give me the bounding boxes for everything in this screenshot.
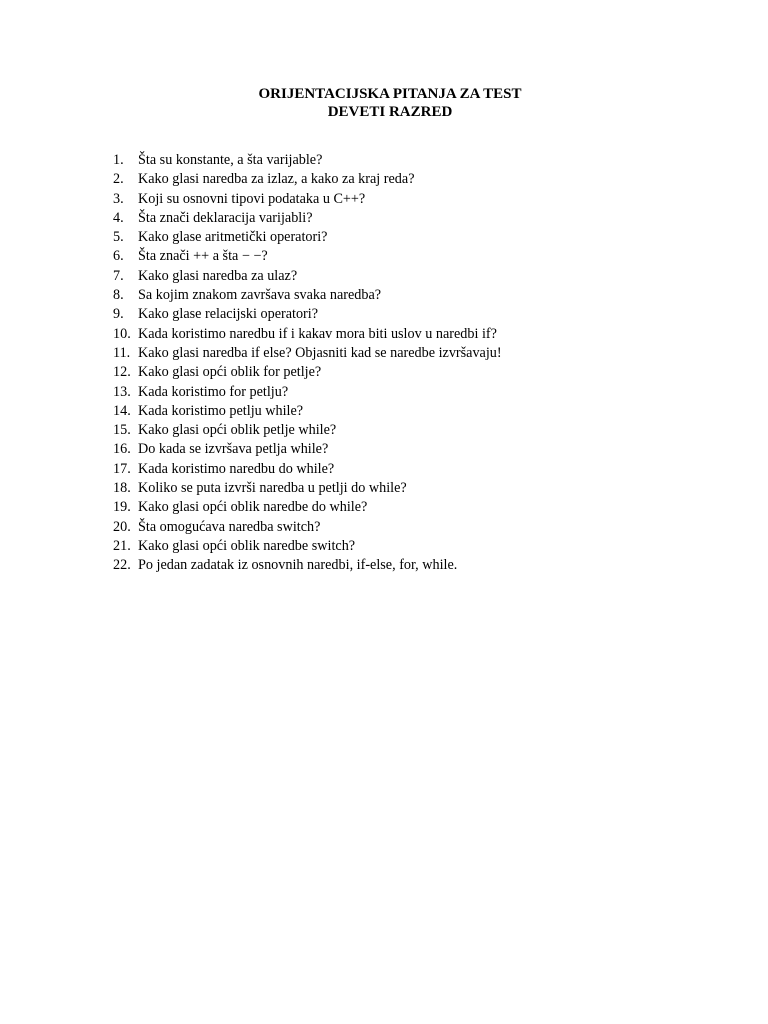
title-line-1: ORIJENTACIJSKA PITANJA ZA TEST [258,86,522,102]
question-number: 2. [113,171,124,188]
question-item [113,383,713,402]
question-item [113,344,713,363]
question-item [113,190,713,209]
question-item [113,228,713,247]
question-number: 18. [113,480,131,497]
question-text: Do kada se izvršava petlja while? [138,441,329,458]
question-item [113,286,713,305]
question-number: 10. [113,325,131,342]
question-number: 21. [113,537,131,554]
question-number: 6. [113,248,124,265]
question-text: Kako glasi naredba za ulaz? [138,267,298,284]
question-text: Sa kojim znakom završava svaka naredba? [138,287,382,304]
question-text: Kako glasi naredba if else? Objasniti kad se naredbe izvršavaju! [138,344,502,361]
question-text: Šta su konstante, a šta varijable? [138,152,323,168]
question-number: 8. [113,287,124,304]
question-text: Kako glase aritmetički operatori? [138,229,328,246]
question-item [113,209,713,228]
question-item [113,325,713,344]
question-item [113,151,713,170]
question-number: 14. [113,402,131,419]
question-number: 9. [113,306,124,323]
question-text: Kako glasi opći oblik naredbe switch? [138,537,356,554]
question-item [113,498,713,517]
question-list [113,151,713,576]
question-item [113,556,713,575]
question-number: 5. [113,229,124,246]
question-item [113,460,713,479]
question-text: Koji su osnovni tipovi podataka u C++? [138,190,366,207]
question-number: 4. [113,209,124,226]
question-number: 13. [113,383,131,400]
question-item [113,402,713,421]
question-text: Kada koristimo naredbu if i kakav mora biti uslov u naredbi if? [138,325,497,342]
question-number: 3. [113,190,124,207]
question-text: Šta znači ++ a šta − −? [138,248,268,265]
question-text: Kako glase relacijski operatori? [138,306,319,323]
question-item [113,305,713,324]
question-text: Kada koristimo for petlju? [138,383,289,400]
question-number: 15. [113,422,131,439]
question-item [113,363,713,382]
question-item [113,518,713,537]
question-item [113,440,713,459]
question-text: Kako glasi opći oblik naredbe do while? [138,499,368,516]
question-number: 7. [113,267,124,284]
question-item [113,421,713,440]
question-text: Koliko se puta izvrši naredba u petlji do while? [138,480,407,497]
question-text: Kada koristimo petlju while? [138,402,304,419]
question-number: 17. [113,460,131,477]
question-item [113,479,713,498]
question-item [113,267,713,286]
question-number: 20. [113,518,131,535]
question-item [113,247,713,266]
question-text: Kada koristimo naredbu do while? [138,460,335,477]
title-line-2: DEVETI RAZRED [327,104,453,120]
question-text: Kako glasi opći oblik petlje while? [138,422,337,439]
question-number: 1. [113,152,124,168]
question-number: 19. [113,499,131,516]
document-title [0,85,768,121]
question-text: Šta omogućava naredba switch? [138,518,321,535]
question-number: 22. [113,557,131,574]
question-number: 12. [113,364,131,381]
question-text: Šta znači deklaracija varijabli? [138,209,313,226]
question-number: 11. [113,344,131,361]
question-number: 16. [113,441,131,458]
question-text: Kako glasi naredba za izlaz, a kako za kraj reda? [138,171,415,188]
question-text: Kako glasi opći oblik for petlje? [138,364,322,381]
question-text: Po jedan zadatak iz osnovnih naredbi, if-else, for, while. [138,557,458,574]
question-item [113,537,713,556]
question-item [113,170,713,189]
